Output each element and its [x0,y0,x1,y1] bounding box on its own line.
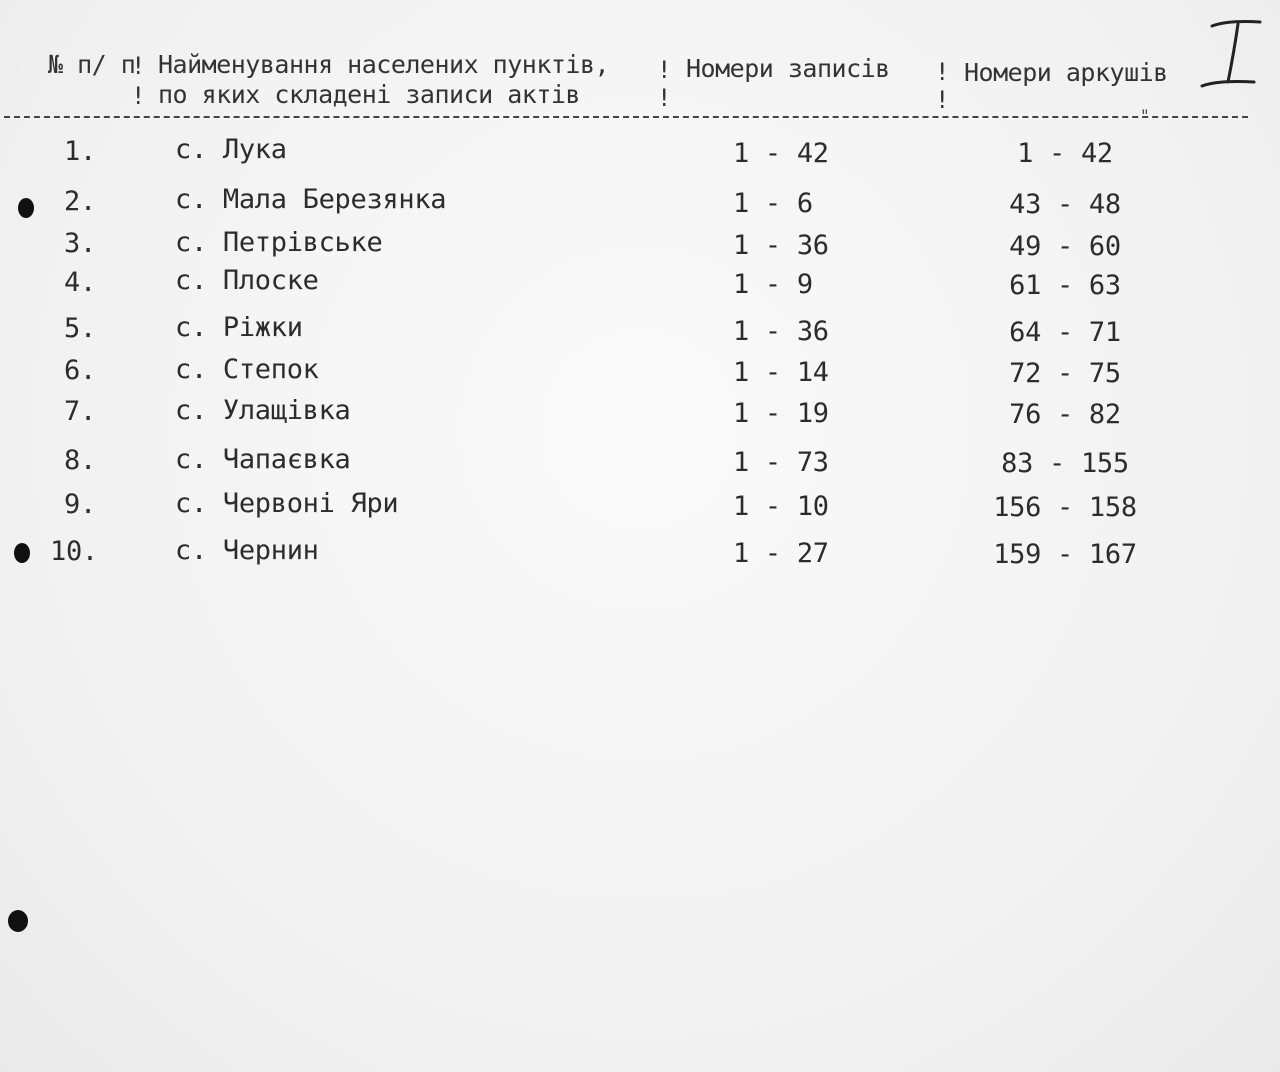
tick-mark: " [1140,106,1150,125]
settlement-name: с. Червоні Яри [175,488,399,519]
settlement-name: с. Петрівське [175,227,383,258]
record-range: 1 - 19 [733,398,829,429]
header-separator: ! [131,82,146,110]
row-number: 6. [64,355,96,386]
row-number: 9. [64,489,96,520]
header-separator: ! [131,52,146,80]
punch-hole [8,910,28,932]
header-col-sheets: Номери аркушів [964,58,1168,87]
record-range: 1 - 9 [733,269,813,300]
record-range: 1 - 42 [733,138,829,169]
record-range: 1 - 27 [733,538,829,569]
header-col-records: Номери записів [686,54,890,83]
sheet-range: 83 - 155 [1001,448,1129,479]
punch-hole [14,543,30,563]
sheet-range: 76 - 82 [1009,399,1121,430]
sheet-range: 156 - 158 [993,492,1137,523]
sheet-range: 61 - 63 [1009,270,1121,301]
header-separator: ! [657,84,672,112]
row-number: 7. [64,396,96,427]
row-number: 4. [64,267,96,298]
sheet-range: 43 - 48 [1009,189,1121,220]
row-number: 1. [64,136,96,167]
sheet-range: 159 - 167 [993,539,1137,570]
record-range: 1 - 14 [733,357,829,388]
sheet-range: 1 - 42 [1017,138,1113,169]
header-separator: ! [657,56,672,84]
sheet-range: 49 - 60 [1009,231,1121,262]
settlement-name: с. Степок [175,354,319,385]
sheet-range: 64 - 71 [1009,317,1121,348]
row-number: 5. [64,313,96,344]
settlement-name: с. Чапаєвка [175,444,351,475]
settlement-name: с. Мала Березянка [175,184,447,215]
settlement-name: с. Лука [175,134,287,165]
header-col-name-line2: по яких складені записи актів [158,80,580,109]
settlement-name: с. Улащівка [175,395,351,426]
settlement-name: с. Плоске [175,265,319,296]
record-range: 1 - 36 [733,316,829,347]
row-number: 2. [64,186,96,217]
punch-hole [18,198,34,218]
header-separator: ! [935,86,950,114]
sheet-range: 72 - 75 [1009,358,1121,389]
record-range: 1 - 36 [733,230,829,261]
record-range: 1 - 10 [733,491,829,522]
row-number: 10. [50,536,98,567]
header-separator: ! [935,58,950,86]
row-number: 8. [64,445,96,476]
settlement-name: с. Ріжки [175,312,303,343]
header-rule [4,116,1248,118]
header-col-name-line1: Найменування населених пунктів, [158,50,610,79]
record-range: 1 - 73 [733,447,829,478]
record-range: 1 - 6 [733,188,813,219]
row-number: 3. [64,228,96,259]
header-col-no: № п/ п [48,50,136,79]
roman-numeral-mark [1198,16,1268,96]
settlement-name: с. Чернин [175,535,319,566]
